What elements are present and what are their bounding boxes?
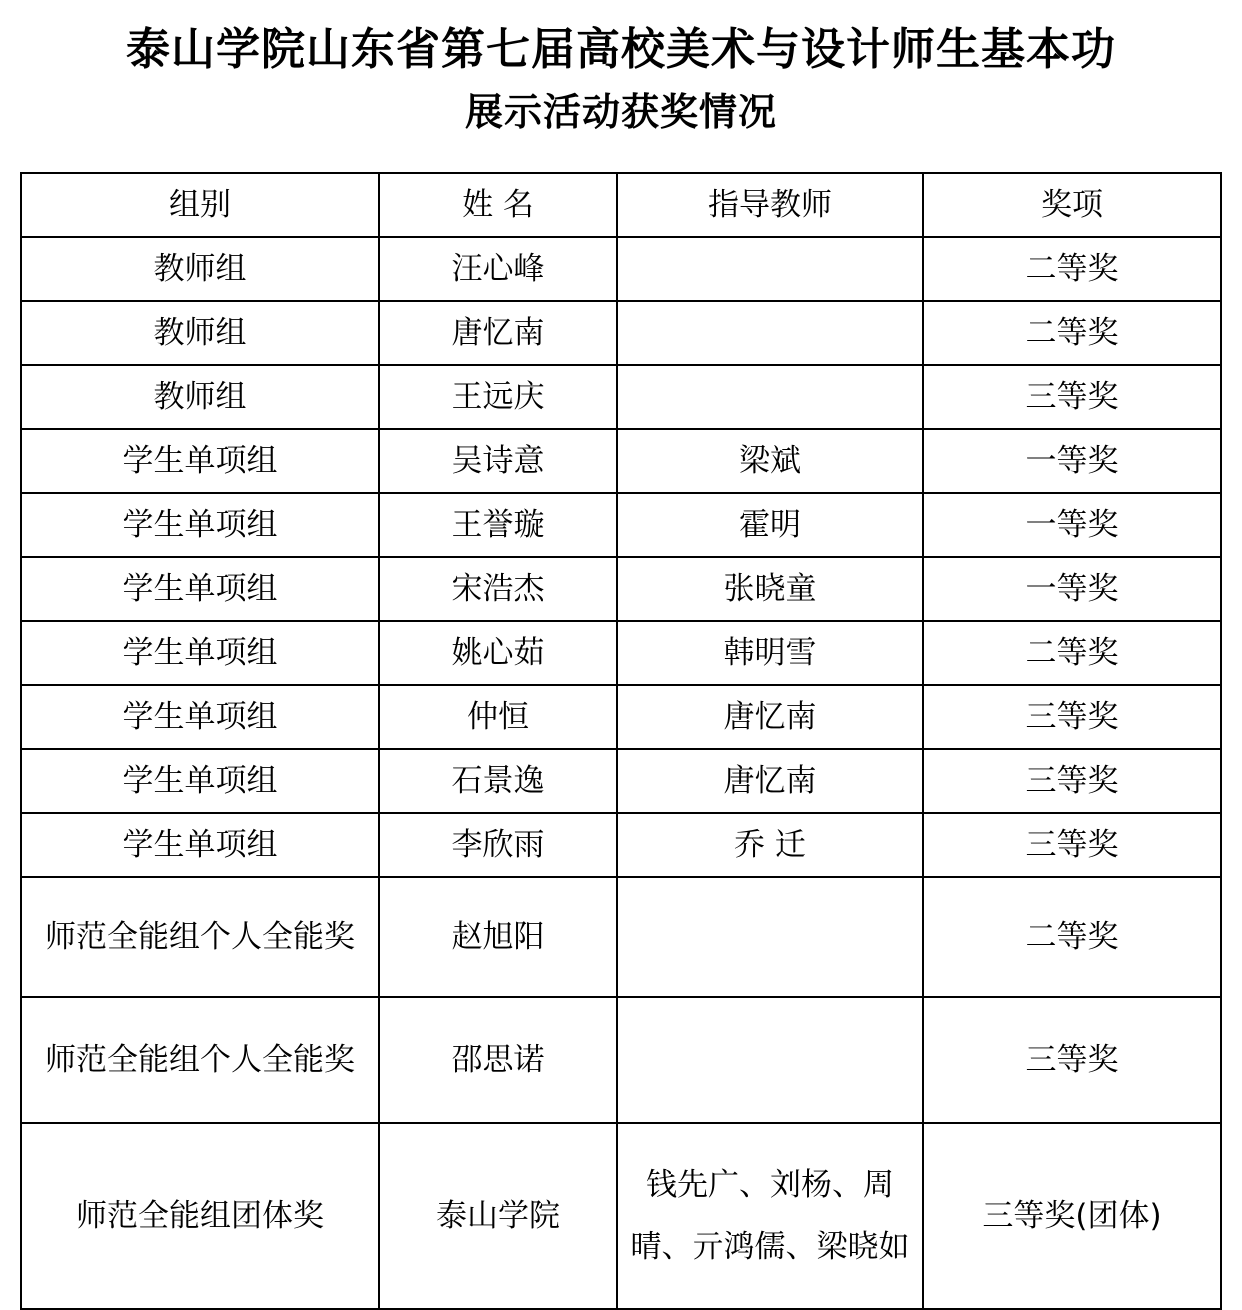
header-award: 奖项 — [923, 173, 1221, 237]
cell-name: 王远庆 — [379, 365, 617, 429]
cell-award: 二等奖 — [923, 877, 1221, 997]
table-row — [21, 237, 1221, 301]
cell-advisor: 唐忆南 — [617, 749, 923, 813]
cell-award: 二等奖 — [923, 621, 1221, 685]
cell-group: 学生单项组 — [21, 621, 379, 685]
cell-group: 学生单项组 — [21, 685, 379, 749]
cell-group: 教师组 — [21, 301, 379, 365]
cell-award: 三等奖 — [923, 365, 1221, 429]
cell-group: 学生单项组 — [21, 557, 379, 621]
cell-name: 李欣雨 — [379, 813, 617, 877]
cell-name: 赵旭阳 — [379, 877, 617, 997]
cell-group: 学生单项组 — [21, 493, 379, 557]
cell-advisor — [617, 301, 923, 365]
cell-advisor: 张晓童 — [617, 557, 923, 621]
cell-award: 三等奖 — [923, 997, 1221, 1123]
cell-advisor: 梁斌 — [617, 429, 923, 493]
cell-group: 师范全能组个人全能奖 — [21, 877, 379, 997]
table-header-row — [21, 173, 1221, 237]
cell-award: 三等奖 — [923, 685, 1221, 749]
cell-advisor — [617, 997, 923, 1123]
cell-group: 教师组 — [21, 237, 379, 301]
cell-award: 三等奖 — [923, 813, 1221, 877]
table-row — [21, 301, 1221, 365]
table-row — [21, 493, 1221, 557]
cell-group: 学生单项组 — [21, 813, 379, 877]
cell-advisor: 霍明 — [617, 493, 923, 557]
cell-name: 吴诗意 — [379, 429, 617, 493]
cell-group: 学生单项组 — [21, 429, 379, 493]
cell-advisor — [617, 237, 923, 301]
cell-name: 唐忆南 — [379, 301, 617, 365]
table-row — [21, 621, 1221, 685]
cell-name: 邵思诺 — [379, 997, 617, 1123]
cell-advisor: 唐忆南 — [617, 685, 923, 749]
table-row — [21, 429, 1221, 493]
cell-award: 二等奖 — [923, 301, 1221, 365]
cell-award: 三等奖 — [923, 749, 1221, 813]
cell-advisor: 钱先广、刘杨、周晴、亓鸿儒、梁晓如 — [617, 1123, 923, 1309]
cell-award: 一等奖 — [923, 493, 1221, 557]
cell-group: 学生单项组 — [21, 749, 379, 813]
cell-advisor — [617, 365, 923, 429]
cell-advisor — [617, 877, 923, 997]
document-subtitle: 展示活动获奖情况 — [464, 90, 777, 134]
cell-name: 仲恒 — [379, 685, 617, 749]
table-row — [21, 1123, 1221, 1309]
cell-name: 姚心茹 — [379, 621, 617, 685]
table-row — [21, 997, 1221, 1123]
cell-group: 师范全能组团体奖 — [21, 1123, 379, 1309]
table-row — [21, 365, 1221, 429]
cell-name: 泰山学院 — [379, 1123, 617, 1309]
document-title: 泰山学院山东省第七届高校美术与设计师生基本功 — [126, 24, 1116, 75]
cell-award: 一等奖 — [923, 557, 1221, 621]
table-row — [21, 813, 1221, 877]
cell-group: 教师组 — [21, 365, 379, 429]
cell-award: 一等奖 — [923, 429, 1221, 493]
header-group: 组别 — [21, 173, 379, 237]
table-row — [21, 685, 1221, 749]
table-row — [21, 749, 1221, 813]
cell-advisor: 韩明雪 — [617, 621, 923, 685]
header-advisor: 指导教师 — [617, 173, 923, 237]
cell-award: 二等奖 — [923, 237, 1221, 301]
awards-table — [20, 172, 1222, 1310]
cell-name: 王誉璇 — [379, 493, 617, 557]
cell-name: 石景逸 — [379, 749, 617, 813]
cell-name: 宋浩杰 — [379, 557, 617, 621]
cell-advisor: 乔 迁 — [617, 813, 923, 877]
table-row — [21, 877, 1221, 997]
cell-group: 师范全能组个人全能奖 — [21, 997, 379, 1123]
header-name: 姓 名 — [379, 173, 617, 237]
cell-award: 三等奖(团体) — [923, 1123, 1221, 1309]
table-row — [21, 557, 1221, 621]
cell-name: 汪心峰 — [379, 237, 617, 301]
